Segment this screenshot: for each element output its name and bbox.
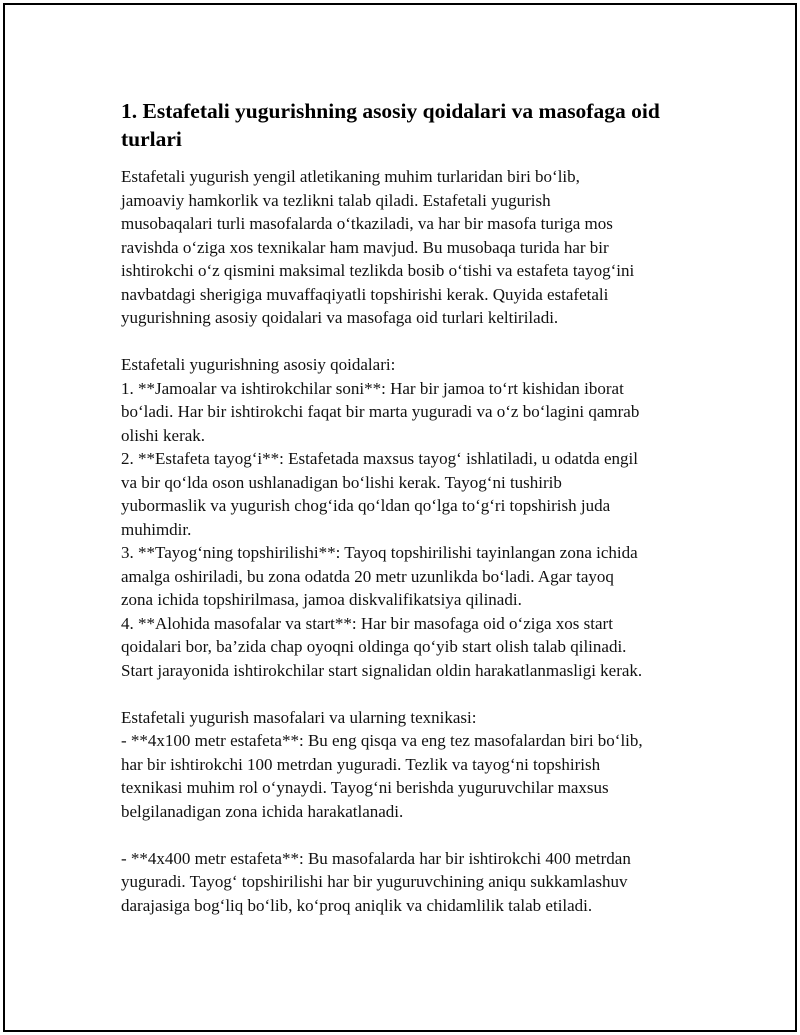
text-line: yugurishning asosiy qoidalari va masofaga oid turlari keltiriladi. — [121, 308, 559, 327]
paragraph-gap — [121, 823, 701, 847]
text-line: ishtirokchi oʻz qismini maksimal tezlikda bosib oʻtishi va estafeta tayogʻini — [121, 261, 635, 280]
text-line: qoidalari bor, ba’zida chap oyoqni oldinga qoʻyib start olish talab qilinadi. — [121, 637, 627, 656]
document-page — [3, 3, 797, 1032]
text-line: texnikasi muhim rol oʻynaydi. Tayogʻni berishda yuguruvchilar maxsus — [121, 778, 609, 797]
paragraph-gap — [121, 330, 701, 354]
intro-paragraph — [121, 165, 701, 330]
text-line: Start jarayonida ishtirokchilar start signalidan oldin harakatlanmasligi kerak. — [121, 660, 643, 680]
text-line: boʻladi. Har bir ishtirokchi faqat bir marta yuguradi va oʻz boʻlagini qamrab — [121, 402, 640, 421]
text-line: 3. **Tayogʻning topshirilishi**: Tayoq topshirilishi tayinlangan zona ichida — [121, 543, 638, 562]
text-line: navbatdagi sherigiga muvaffaqiyatli topshirishi kerak. Quyida estafetali — [121, 284, 609, 304]
text-line: 2. **Estafeta tayogʻi**: Estafetada maxsus tayogʻ ishlatiladi, u odatda engil — [121, 449, 638, 468]
text-line: 1. **Jamoalar va ishtirokchilar soni**: Har bir jamoa toʻrt kishidan iborat — [121, 378, 624, 398]
text-line: va bir qoʻlda oson ushlanadigan boʻlishi kerak. Tayogʻni tushirib — [121, 472, 562, 492]
text-line: amalga oshiriladi, bu zona odatda 20 metr uzunlikda boʻladi. Agar tayoq — [121, 566, 614, 586]
document-content — [121, 97, 701, 917]
text-line: har bir ishtirokchi 100 metrdan yuguradi. Tezlik va tayogʻni topshirish — [121, 754, 601, 774]
text-line: musobaqalari turli masofalarda oʻtkaziladi, va har bir masofa turiga mos — [121, 214, 613, 233]
text-line: jamoaviy hamkorlik va tezlikni talab qiladi. Estafetali yugurish — [121, 190, 551, 210]
text-line: Estafetali yugurish yengil atletikaning muhim turlaridan biri boʻlib, — [121, 167, 580, 186]
distances-4x400-paragraph — [121, 847, 701, 918]
text-line: 4. **Alohida masofalar va start**: Har bir masofaga oid oʻziga xos start — [121, 613, 613, 633]
text-line: belgilanadigan zona ichida harakatlanadi. — [121, 801, 404, 821]
text-line: darajasiga bogʻliq boʻlib, koʻproq aniqlik va chidamlilik talab etiladi. — [121, 895, 593, 915]
rules-heading: Estafetali yugurishning asosiy qoidalari: — [121, 355, 396, 374]
rules-section — [121, 353, 701, 682]
distances-heading: Estafetali yugurish masofalari va ularning texnikasi: — [121, 707, 477, 727]
text-line: - **4x100 metr estafeta**: Bu eng qisqa va eng tez masofalardan biri boʻlib, — [121, 731, 643, 750]
paragraph-gap — [121, 682, 701, 706]
page-title: 1. Estafetali yugurishning asosiy qoidalari va masofaga oid turlari — [121, 99, 660, 151]
text-line: ravishda oʻziga xos texnikalar ham mavjud. Bu musobaqa turida har bir — [121, 237, 609, 257]
text-line: muhimdir. — [121, 519, 192, 539]
text-line: zona ichida topshirilmasa, jamoa diskvalifikatsiya qilinadi. — [121, 590, 522, 609]
text-line: yubormaslik va yugurish chogʻida qoʻldan qoʻlga toʻgʻri topshirish juda — [121, 496, 611, 515]
text-line: olishi kerak. — [121, 425, 206, 445]
distances-section — [121, 706, 701, 824]
text-line: - **4x400 metr estafeta**: Bu masofalarda har bir ishtirokchi 400 metrdan — [121, 848, 631, 868]
text-line: yuguradi. Tayogʻ topshirilishi har bir yuguruvchining aniqu sukkamlashuv — [121, 872, 628, 891]
